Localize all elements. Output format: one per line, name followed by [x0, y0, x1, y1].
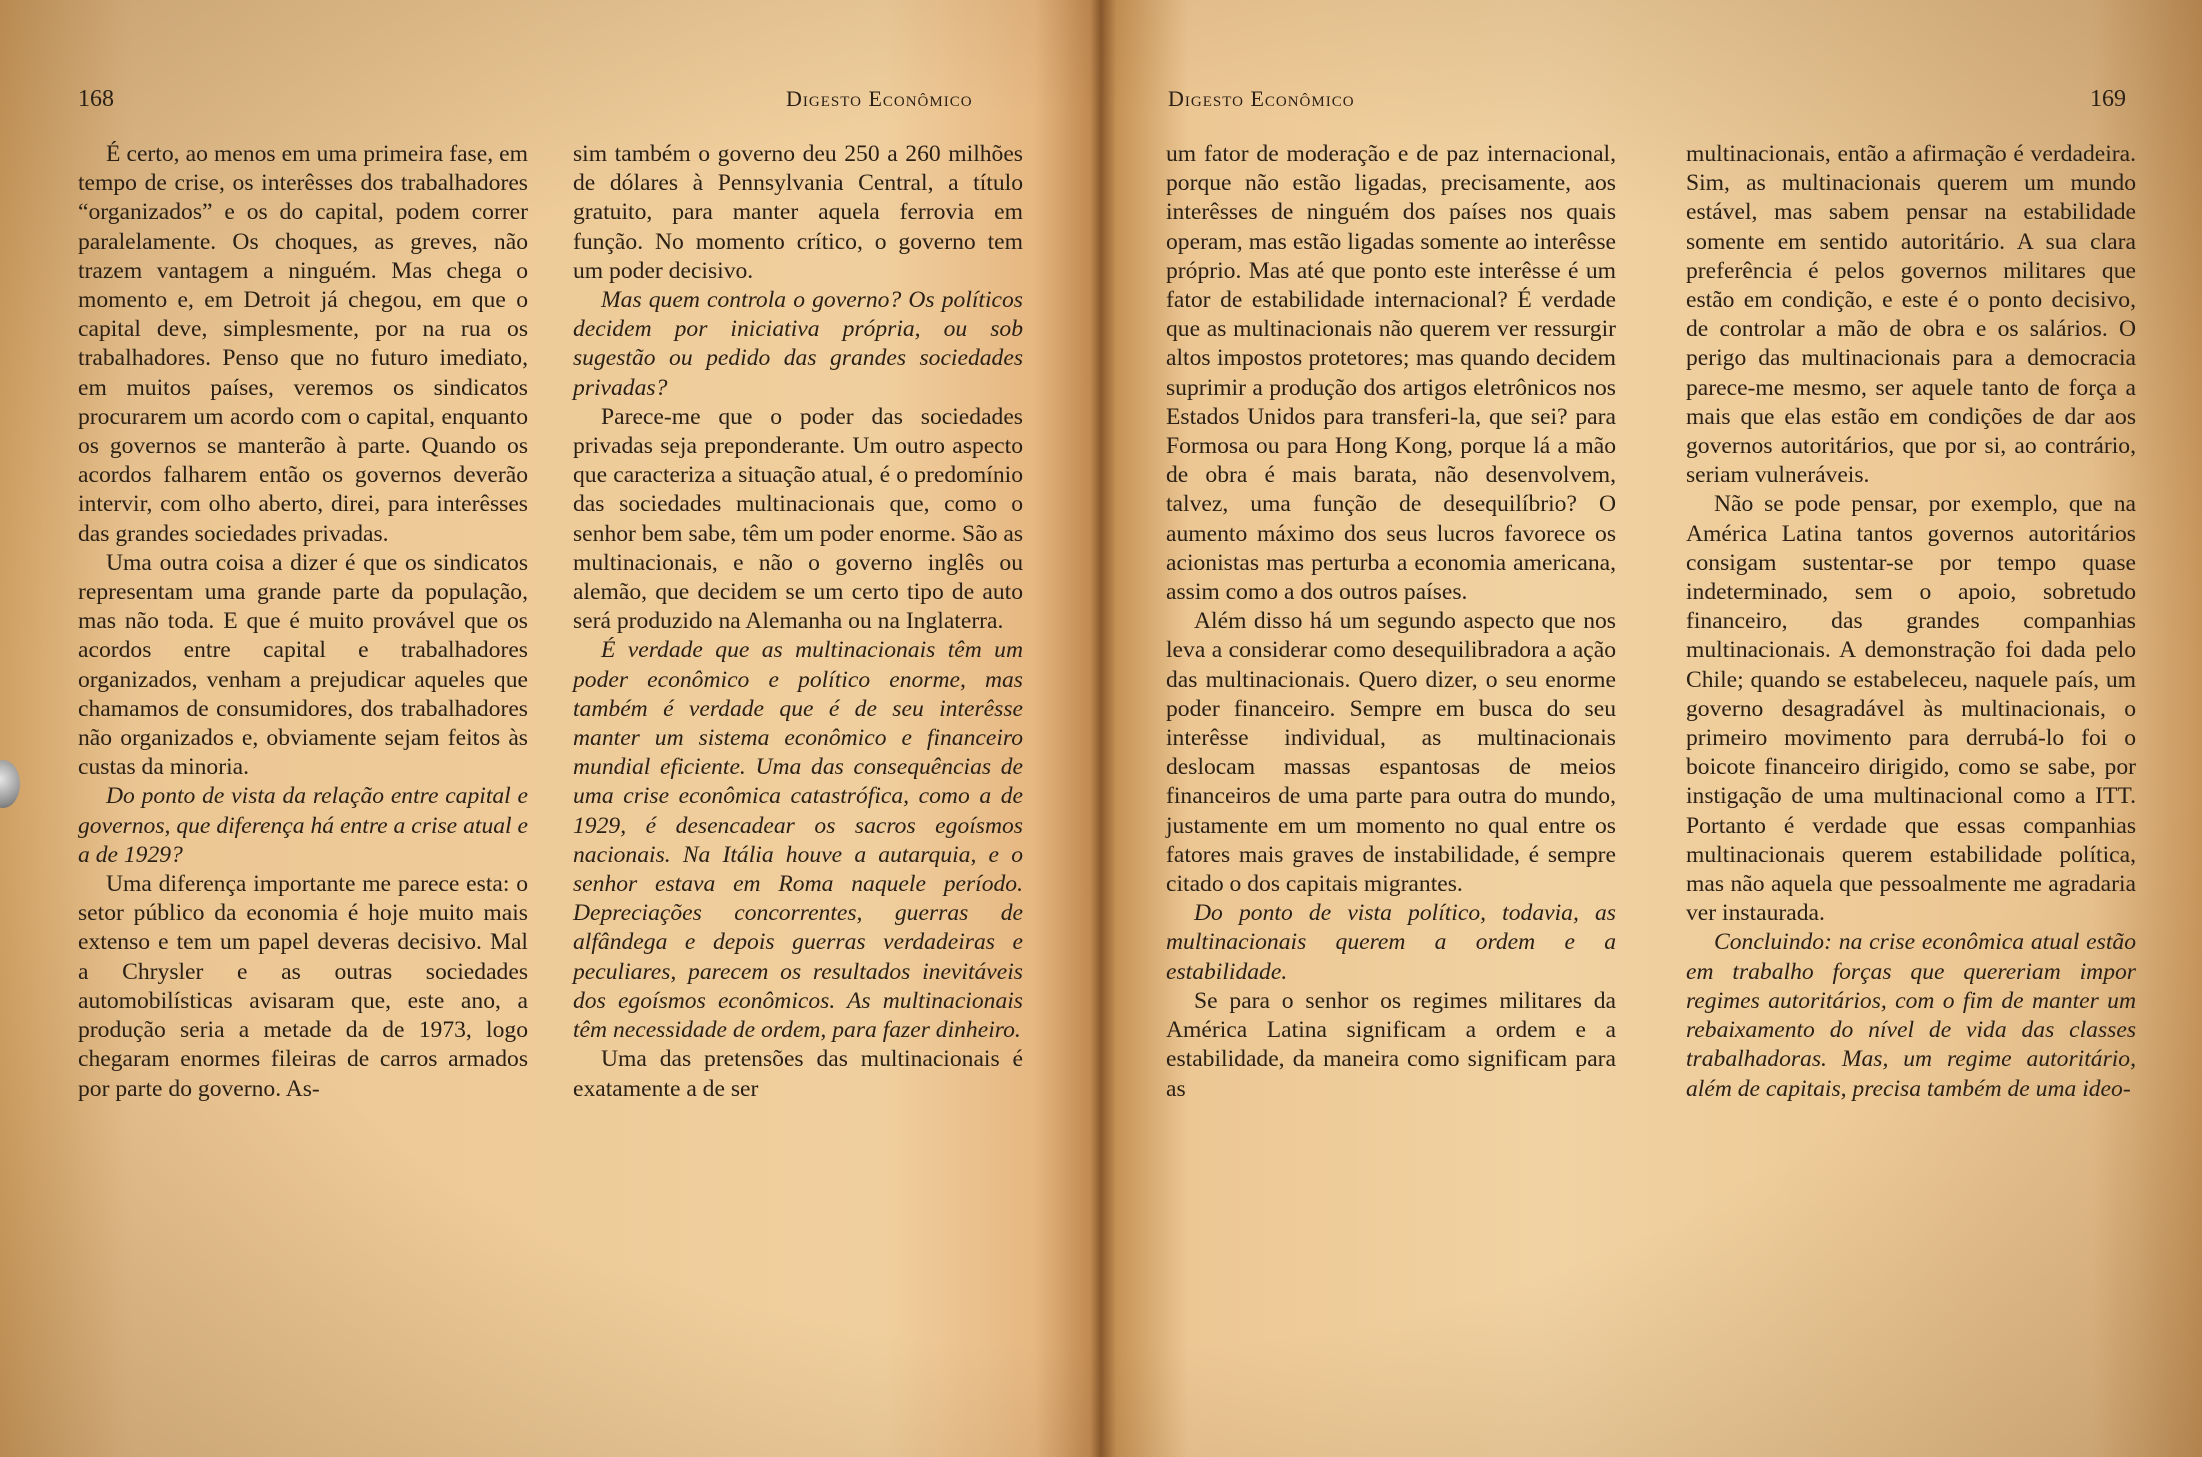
paragraph: Do ponto de vista político, todavia, as multinacionais querem a ordem e a estabilidade. — [1166, 900, 1616, 985]
paragraph: É verdade que as multinacionais têm um poder econômico e político enorme, mas também é verdade que é de seu interêsse manter um sistema econômico e financeiro mundial eficiente. Uma das consequências de uma crise econômica catastrófica, como a de 1929, é desencadear os sacros egoísmos nacionais. Na Itália houve a autarquia, e o senhor estava em Roma naquele período. Depreciações concorrentes, guerras de alfândega e depois guerras verdadeiras e peculiares, parecem os resultados inevitáveis dos egoísmos econômicos. As multinacionais têm necessidade de ordem, para fazer dinheiro. — [573, 637, 1023, 1044]
page-number: 168 — [78, 86, 114, 112]
paragraph: Uma diferença importante me parece esta: o setor público da economia é hoje muito mais extenso e tem um papel deveras decisivo. Mal a Chrysler e as outras sociedades automobilísticas avisaram que, este ano, a produção seria a metade da de 1973, logo chegaram enormes fileiras de carros armados por parte do governo. As- — [78, 871, 528, 1102]
running-head: Digesto Econômico — [1168, 86, 1355, 111]
paragraph: É certo, ao menos em uma primeira fase, em tempo de crise, os interêsses dos trabalhadores “organizados” e os do capital, podem correr paralelamente. Os choques, as greves, não trazem vantagem a ninguém. Mas chega o momento e, em Detroit já chegou, em que o capital deve, simplesmente, por na rua os trabalhadores. Penso que no futuro imediato, em muitos países, veremos os sindicatos procurarem um acordo com o capital, enquanto os governos se manterão à parte. Quando os acordos falharem então os governos deverão intervir, com olho aberto, direi, para interêsses das grandes sociedades privadas. — [78, 141, 528, 547]
paragraph: multinacionais, então a afirmação é verdadeira. Sim, as multinacionais querem um mundo estável, mas sabem pensar na estabilidade somente em sentido autoritário. A sua clara preferência é pelos governos militares que estão em condição, e este é o ponto decisivo, de controlar a mão de obra e os salários. O perigo das multinacionais para a democracia parece-me mesmo, ser aquele tanto de força a mais que elas estão em condições de dar aos governos autoritários, que por si, ao contrário, seriam vulneráveis. — [1686, 141, 2136, 489]
paragraph: Se para o senhor os regimes militares da América Latina significam a ordem e a estabilidade, da maneira como significam para as — [1166, 987, 1616, 1102]
right-column-2 — [1686, 140, 2136, 1104]
paragraph: Não se pode pensar, por exemplo, que na América Latina tantos governos autoritários consigam sustentar-se por tempo quase indeterminado, sem o apoio, sobretudo financeiro, das grandes companhias multinacionais. A demonstração foi dada pelo Chile; quando se estabeleceu, naquele país, um governo desagradável às multinacionais, o primeiro movimento para derrubá-lo foi o boicote financeiro dirigido, como se sabe, por instigação de uma multinacional como a ITT. Portanto é verdade que essas companhias multinacionais querem estabilidade política, mas não aquela que pessoalmente me agradaria ver instaurada. — [1686, 491, 2136, 927]
right-column-1 — [1166, 140, 1616, 1104]
running-head: Digesto Econômico — [786, 86, 973, 111]
paragraph: Além disso há um segundo aspecto que nos leva a considerar como desequilibradora a ação das multinacionais. Quero dizer, o seu enorme poder financeiro. Sempre em busca do seu interêsse individual, as multinacionais deslocam massas espantosas de meios financeiros de uma parte para outra do mundo, justamente em um momento no qual entre os fatores mais graves de instabilidade, é sempre citado o dos capitais migrantes. — [1166, 608, 1616, 898]
left-page — [0, 0, 1100, 1457]
right-page — [1100, 0, 2202, 1457]
paragraph: Parece-me que o poder das sociedades privadas seja preponderante. Um outro aspecto que caracteriza a situação atual, é o predomínio das sociedades multinacionais que, como o senhor bem sabe, têm um poder enorme. São as multinacionais, e não o governo inglês ou alemão, que decidem se um certo tipo de auto será produzido na Alemanha ou na Inglaterra. — [573, 403, 1023, 635]
paragraph: Concluindo: na crise econômica atual estão em trabalho forças que quereriam impor regimes autoritários, com o fim de manter um rebaixamento do nível de vida das classes trabalhadoras. Mas, um regime autoritário, além de capitais, precisa também de uma ideo- — [1686, 929, 2136, 1102]
paragraph: sim também o governo deu 250 a 260 milhões de dólares à Pennsylvania Central, a título gratuito, para manter aquela ferrovia em função. No momento crítico, o governo tem um poder decisivo. — [573, 141, 1023, 284]
staple — [0, 760, 20, 808]
paragraph: Uma outra coisa a dizer é que os sindicatos representam uma grande parte da população, mas não toda. E que é muito provável que os acordos entre capital e trabalhadores organizados, venham a prejudicar aqueles que chamamos de consumidores, dos trabalhadores não organizados e, obviamente sejam feitos às custas da minoria. — [78, 549, 528, 781]
paragraph: um fator de moderação e de paz internacional, porque não estão ligadas, precisamente, aos interêsses de ninguém dos países nos quais operam, mas estão ligadas somente ao interêsse próprio. Mas até que ponto este interêsse é um fator de estabilidade internacional? É verdade que as multinacionais não querem ver ressurgir altos impostos protetores; mas quando decidem suprimir a produção dos artigos eletrônicos nos Estados Unidos para transferi-la, que sei? para Formosa ou para Hong Kong, porque lá a mão de obra é mais barata, não desenvolvem, talvez, uma função de desequilíbrio? O aumento máximo dos seus lucros favorece os acionistas mas perturba a economia americana, assim como a dos outros países. — [1166, 141, 1616, 606]
left-column-1 — [78, 140, 528, 1104]
left-column-2 — [573, 140, 1023, 1104]
paragraph: Mas quem controla o governo? Os políticos decidem por iniciativa própria, ou sob sugestão ou pedido das grandes sociedades privadas? — [573, 287, 1023, 401]
paragraph: Do ponto de vista da relação entre capital e governos, que diferença há entre a crise atual e a de 1929? — [78, 783, 528, 868]
page-number: 169 — [2090, 86, 2126, 112]
paragraph: Uma das pretensões das multinacionais é exatamente a de ser — [573, 1046, 1023, 1102]
